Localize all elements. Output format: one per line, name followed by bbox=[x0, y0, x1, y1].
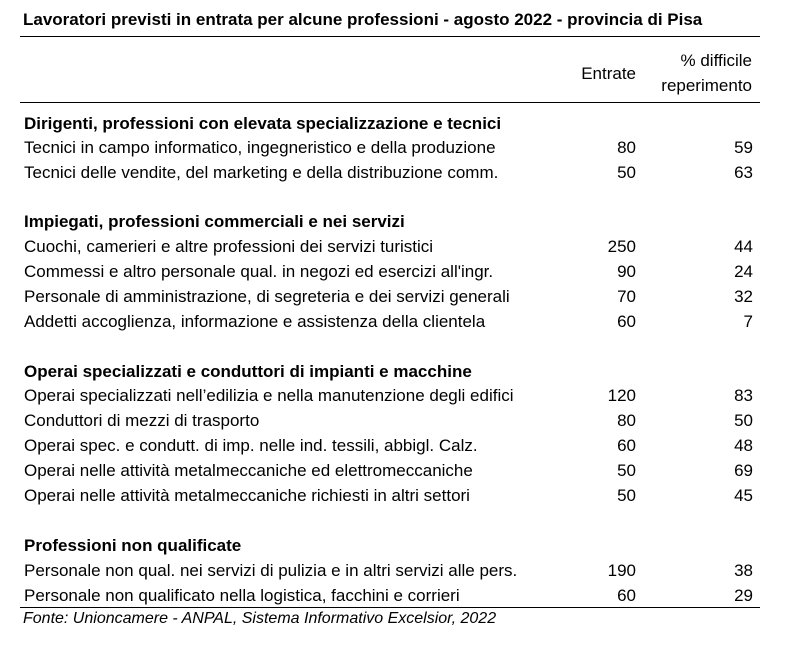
row-label: Personale non qual. nei servizi di pulizia e in altri servizi alle pers. bbox=[24, 561, 518, 580]
row-difficile: 48 bbox=[734, 436, 753, 455]
row-difficile: 44 bbox=[734, 237, 753, 256]
row-label: Personale di amministrazione, di segreteria e dei servizi generali bbox=[24, 287, 510, 306]
header-rule bbox=[20, 102, 760, 103]
table-row bbox=[24, 461, 760, 486]
top-rule bbox=[20, 36, 760, 37]
row-label: Commessi e altro personale qual. in negozi ed esercizi all'ingr. bbox=[24, 262, 494, 281]
row-difficile: 83 bbox=[734, 386, 753, 405]
table-row bbox=[24, 262, 760, 287]
table-row bbox=[24, 312, 760, 337]
row-difficile: 24 bbox=[734, 262, 753, 281]
row-entrate: 50 bbox=[617, 461, 636, 480]
table-row bbox=[24, 436, 760, 461]
table-row bbox=[24, 561, 760, 586]
row-entrate: 190 bbox=[607, 561, 636, 580]
table-title: Lavoratori previsti in entrata per alcune professioni - agosto 2022 - provincia di Pisa bbox=[23, 10, 703, 29]
table-row bbox=[24, 287, 760, 312]
row-label: Tecnici in campo informatico, ingegneristico e della produzione bbox=[24, 138, 496, 157]
row-entrate: 60 bbox=[617, 312, 636, 331]
table-row bbox=[24, 138, 760, 163]
row-difficile: 38 bbox=[734, 561, 753, 580]
row-entrate: 60 bbox=[617, 586, 636, 605]
row-label: Operai nelle attività metalmeccaniche richiesti in altri settori bbox=[24, 486, 470, 505]
row-entrate: 90 bbox=[617, 262, 636, 281]
column-header-difficile-line1: % difficile bbox=[680, 51, 752, 70]
row-label: Operai nelle attività metalmeccaniche ed elettromeccaniche bbox=[24, 461, 473, 480]
group-heading: Operai specializzati e conduttori di impianti e macchine bbox=[24, 362, 472, 381]
table-row bbox=[24, 163, 760, 188]
row-difficile: 63 bbox=[734, 163, 753, 182]
row-entrate: 80 bbox=[617, 411, 636, 430]
table-row bbox=[24, 386, 760, 411]
column-header-difficile-line2: reperimento bbox=[661, 76, 752, 95]
row-label: Conduttori di mezzi di trasporto bbox=[24, 411, 260, 430]
row-label: Operai spec. e condutt. di imp. nelle ind. tessili, abbigl. Calz. bbox=[24, 436, 478, 455]
row-difficile: 29 bbox=[734, 586, 753, 605]
source-note: Fonte: Unioncamere - ANPAL, Sistema Informativo Excelsior, 2022 bbox=[23, 610, 497, 627]
row-difficile: 32 bbox=[734, 287, 753, 306]
table-row bbox=[24, 237, 760, 262]
group-heading: Professioni non qualificate bbox=[24, 536, 242, 555]
table-row bbox=[24, 411, 760, 436]
row-entrate: 50 bbox=[617, 163, 636, 182]
row-difficile: 45 bbox=[734, 486, 753, 505]
row-difficile: 69 bbox=[734, 461, 753, 480]
row-label: Personale non qualificato nella logistica, facchini e corrieri bbox=[24, 586, 460, 605]
row-entrate: 120 bbox=[607, 386, 636, 405]
row-label: Addetti accoglienza, informazione e assistenza della clientela bbox=[24, 312, 486, 331]
group-heading: Dirigenti, professioni con elevata specializzazione e tecnici bbox=[24, 114, 502, 133]
row-entrate: 60 bbox=[617, 436, 636, 455]
row-label: Cuochi, camerieri e altre professioni dei servizi turistici bbox=[24, 237, 434, 256]
group-heading: Impiegati, professioni commerciali e nei servizi bbox=[24, 212, 405, 231]
row-difficile: 7 bbox=[743, 312, 753, 331]
row-entrate: 80 bbox=[617, 138, 636, 157]
row-entrate: 50 bbox=[617, 486, 636, 505]
column-header-entrate: Entrate bbox=[581, 64, 636, 83]
table-row bbox=[24, 486, 760, 511]
row-entrate: 250 bbox=[607, 237, 636, 256]
row-difficile: 50 bbox=[734, 411, 753, 430]
row-label: Operai specializzati nell’edilizia e nella manutenzione degli edifici bbox=[24, 386, 514, 405]
row-entrate: 70 bbox=[617, 287, 636, 306]
row-label: Tecnici delle vendite, del marketing e della distribuzione comm. bbox=[24, 163, 499, 182]
row-difficile: 59 bbox=[734, 138, 753, 157]
bottom-rule bbox=[20, 607, 760, 608]
